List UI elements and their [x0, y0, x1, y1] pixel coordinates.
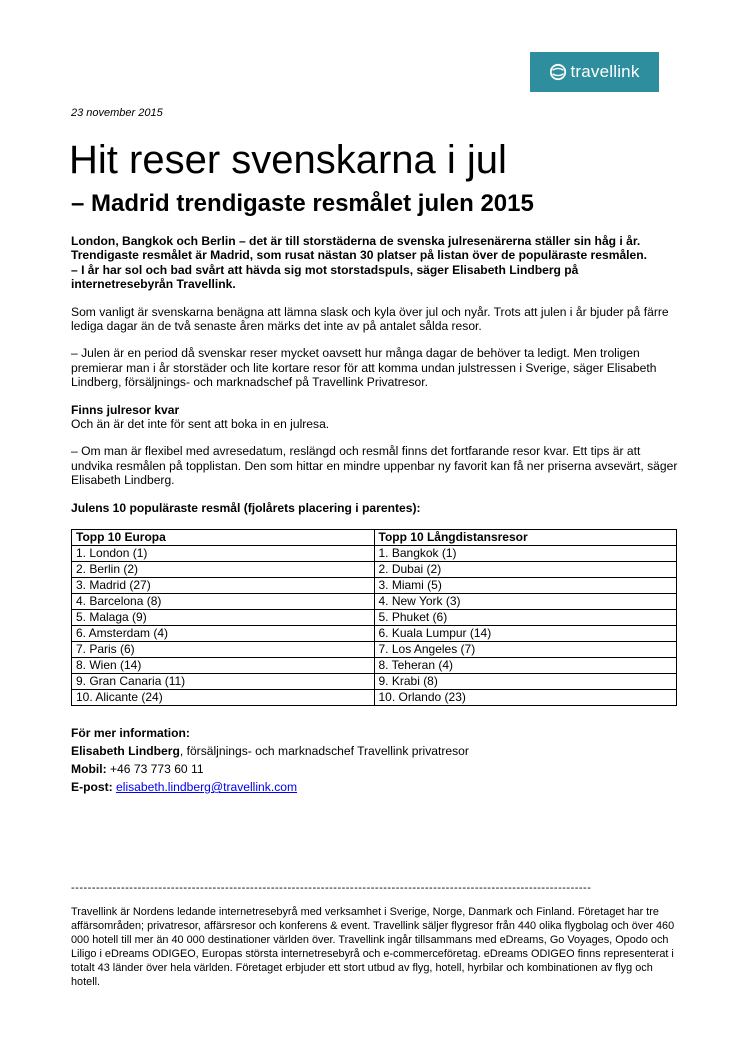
table-cell: 5. Phuket (6) — [374, 610, 677, 626]
table-cell: 3. Madrid (27) — [72, 578, 375, 594]
table-cell: 4. Barcelona (8) — [72, 594, 375, 610]
divider-line: ----------------------------------------------------------------------------------------------------------------------------- — [71, 882, 592, 894]
section-text: Och än är det inte för sent att boka in en julresa. — [71, 417, 330, 432]
lead-paragraph-3: – I år har sol och bad svårt att hävda sig mot storstadspuls, säger Elisabeth Lindberg på internetresebyrån Travellink. — [71, 262, 579, 292]
article-body — [71, 234, 683, 796]
section-heading: Finns julresor kvar — [71, 402, 180, 417]
email-label: E-post: — [71, 780, 113, 795]
contact-heading: För mer information: — [71, 726, 190, 741]
lead-paragraph-2: Trendigaste resmålet är Madrid, som rusat nästan 30 platser på listan över de populäraste resmålen. — [71, 248, 648, 263]
table-cell: 3. Miami (5) — [374, 578, 677, 594]
globe-icon — [549, 63, 567, 81]
contact-name: Elisabeth Lindberg — [71, 744, 180, 759]
mobile-label: Mobil: — [71, 762, 107, 777]
table-row — [72, 690, 677, 706]
table-cell: 2. Berlin (2) — [72, 562, 375, 578]
table-cell: 6. Kuala Lumpur (14) — [374, 626, 677, 642]
table-cell: 2. Dubai (2) — [374, 562, 677, 578]
section-quote: – Om man är flexibel med avresedatum, reslängd och resmål finns det fortfarande resor kvar. Ett tips är att undvika resmålen på topplistan. Den som hittar en mindre uppenbar ny favorit kan få ner priserna avsevärt, säger Elisabeth Lindberg. — [71, 444, 678, 488]
table-row — [72, 578, 677, 594]
travellink-logo — [530, 52, 659, 92]
contact-block — [71, 724, 683, 796]
company-boilerplate: Travellink är Nordens ledande internetresebyrå med verksamhet i Sverige, Norge, Danmark och Finland. Företaget har tre affärsområden; privatresor, affärsresor och konferens & event. Travellink säljer flygresor från 440 olika flygbolag och över 460 000 hotell till mer än 40 000 destinationer världen över. Travellink ingår tillsammans med eDreams, Go Voyages, Opodo och Liligo i eDreams ODIGEO, Europas största internetresebyrå och e-commerceföretag. eDreams ODIGEO finns representerat i totalt 43 länder över hela världen. Företaget erbjuder ett stort utbud av flyg, hotell, hyrbilar och kombinationen av flyg och hotell. — [71, 906, 675, 989]
table-row — [72, 626, 677, 642]
contact-role: , försäljnings- och marknadschef Travellink privatresor — [179, 744, 469, 759]
destinations-table — [71, 529, 677, 706]
press-release-date: 23 november 2015 — [71, 107, 163, 119]
page-subtitle: – Madrid trendigaste resmålet julen 2015 — [71, 190, 534, 217]
table-cell: 7. Los Angeles (7) — [374, 642, 677, 658]
table-cell: 5. Malaga (9) — [72, 610, 375, 626]
table-row — [72, 594, 677, 610]
email-link[interactable]: elisabeth.lindberg@travellink.com — [116, 780, 298, 795]
table-cell: 10. Orlando (23) — [374, 690, 677, 706]
table-cell: 9. Gran Canaria (11) — [72, 674, 375, 690]
table-cell: 1. London (1) — [72, 546, 375, 562]
table-cell: 8. Teheran (4) — [374, 658, 677, 674]
table-cell: 1. Bangkok (1) — [374, 546, 677, 562]
table-row — [72, 658, 677, 674]
table-row — [72, 642, 677, 658]
table-row — [72, 562, 677, 578]
table-cell: 10. Alicante (24) — [72, 690, 375, 706]
page-title: Hit reser svenskarna i jul — [69, 138, 507, 182]
table-header-row — [72, 530, 677, 546]
table-cell: 7. Paris (6) — [72, 642, 375, 658]
body-paragraph-2: – Julen är en period då svenskar reser mycket oavsett hur många dagar de behöver ta ledigt. Men troligen premierar man i år storstäder och lite kortare resor för att komma undan julstressen i Sverige, säger Elisabeth Lindberg, försäljnings- och marknadschef på Travellink Privatresor. — [71, 346, 657, 390]
table-cell: 8. Wien (14) — [72, 658, 375, 674]
table-row — [72, 546, 677, 562]
table-row — [72, 674, 677, 690]
lead-paragraph-1: London, Bangkok och Berlin – det är till storstäderna de svenska julresenärerna ställer sin håg i år. — [71, 234, 641, 248]
logo-text: travellink — [570, 62, 640, 81]
table-row — [72, 610, 677, 626]
europe-column-header: Topp 10 Europa — [72, 530, 375, 546]
table-caption: Julens 10 populäraste resmål (fjolårets placering i parentes): — [71, 500, 421, 515]
body-paragraph-1: Som vanligt är svenskarna benägna att lämna slask och kyla över jul och nyår. Trots att julen i år bjuder på färre lediga dagar än de två senaste åren märks det inte av på antalet sålda resor. — [71, 304, 669, 334]
table-cell: 9. Krabi (8) — [374, 674, 677, 690]
mobile-number: +46 73 773 60 11 — [109, 762, 204, 777]
table-cell: 6. Amsterdam (4) — [72, 626, 375, 642]
longhaul-column-header: Topp 10 Långdistansresor — [374, 530, 677, 546]
table-cell: 4. New York (3) — [374, 594, 677, 610]
